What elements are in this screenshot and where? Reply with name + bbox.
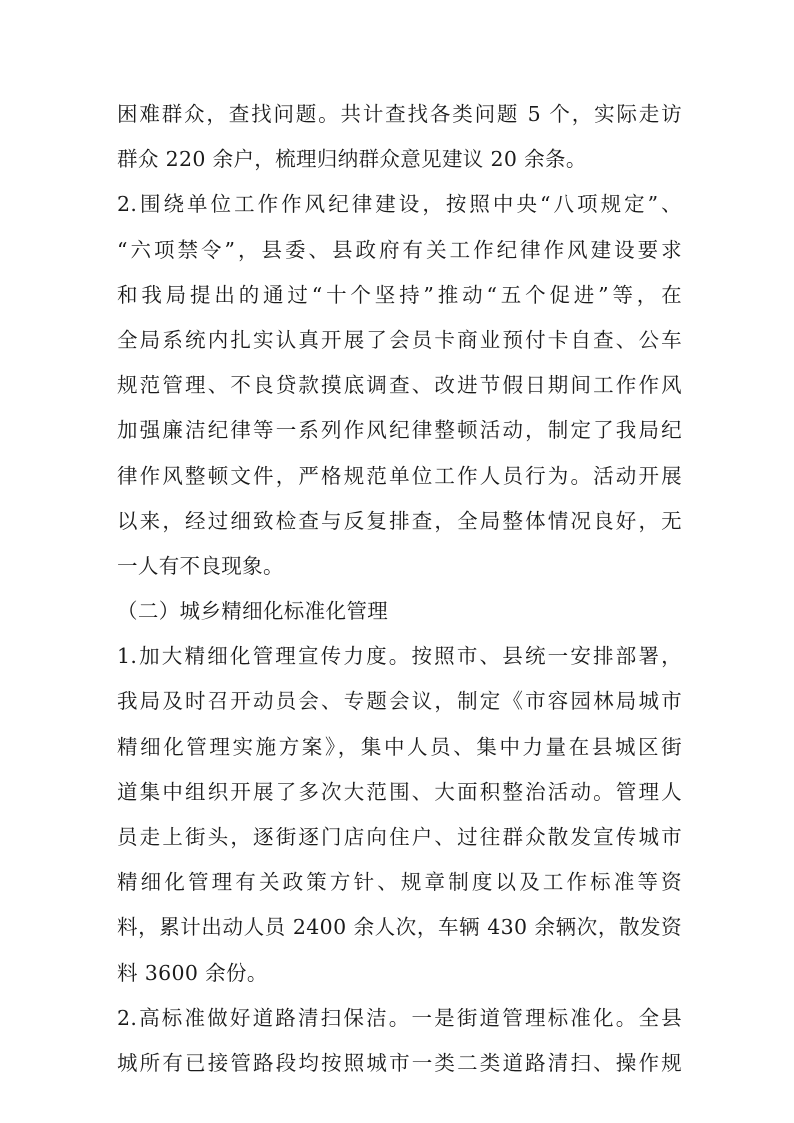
text-line-5: 和我局提出的通过“十个坚持”推动“五个促进”等，在 (117, 282, 682, 307)
text-line-10: 以来，经过细致检查与反复排查，全局整体情况良好，无 (117, 508, 682, 533)
text-line-16: 道集中组织开展了多次大范围、大面积整治活动。管理人 (117, 779, 682, 804)
text-line-21: 2.高标准做好道路清扫保洁。一是街道管理标准化。全县 (117, 1005, 682, 1030)
text-line-17: 员走上街头，逐街逐门店向住户、过往群众散发宣传城市 (117, 825, 682, 849)
text-line-18: 精细化管理有关政策方针、规章制度以及工作标准等资 (117, 870, 682, 895)
text-line-9: 律作风整顿文件，严格规范单位工作人员行为。活动开展 (117, 463, 682, 488)
text-line-3: 2.围绕单位工作作风纪律建设，按照中央“八项规定”、 (117, 192, 682, 217)
text-line-15: 精细化管理实施方案》，集中人员、集中力量在县城区街 (117, 734, 682, 759)
text-line-1: 困难群众，查找问题。共计查找各类问题 5 个，实际走访 (117, 102, 682, 126)
text-line-8: 加强廉洁纪律等一系列作风纪律整顿活动，制定了我局纪 (117, 418, 682, 443)
text-line-13: 1.加大精细化管理宣传力度。按照市、县统一安排部署， (117, 644, 682, 669)
text-line-4: “六项禁令”，县委、县政府有关工作纪律作风建设要求 (117, 237, 682, 262)
text-line-7: 规范管理、不良贷款摸底调查、改进节假日期间工作作风 (117, 373, 682, 398)
document-page (117, 92, 682, 1086)
text-line-22: 城所有已接管路段均按照城市一类二类道路清扫、操作规 (117, 1050, 682, 1075)
section-heading: （二）城乡精细化标准化管理 (117, 599, 389, 624)
text-line-2: 群众 220 余户，梳理归纳群众意见建议 20 余条。 (117, 147, 587, 172)
text-line-20: 料 3600 余份。 (117, 960, 268, 985)
text-line-19: 料，累计出动人员 2400 余人次，车辆 430 余辆次，散发资 (117, 915, 682, 940)
text-line-11: 一人有不良现象。 (117, 553, 284, 578)
text-line-14: 我局及时召开动员会、专题会议，制定《市容园林局城市 (117, 689, 682, 714)
text-line-6: 全局系统内扎实认真开展了会员卡商业预付卡自查、公车 (117, 327, 682, 352)
